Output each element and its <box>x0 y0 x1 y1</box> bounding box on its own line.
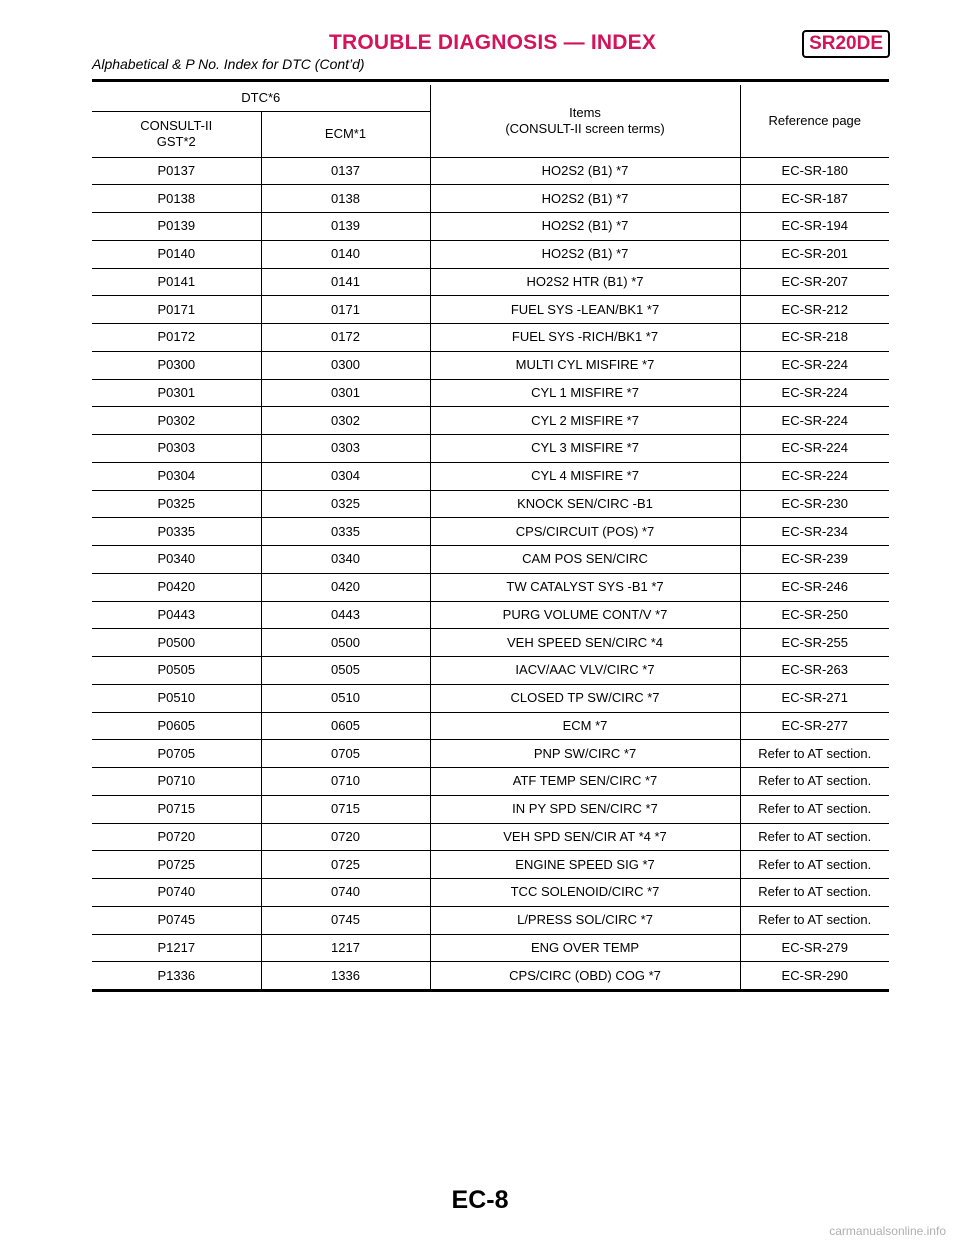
table-row <box>92 601 889 629</box>
cell-item: ENG OVER TEMP <box>430 934 740 962</box>
cell-ecm-code: 0140 <box>261 240 430 268</box>
table-row <box>92 240 889 268</box>
cell-ecm-code: 0302 <box>261 407 430 435</box>
cell-ecm-code: 1217 <box>261 934 430 962</box>
cell-item: L/PRESS SOL/CIRC *7 <box>430 906 740 934</box>
cell-consult-code: P0715 <box>92 795 261 823</box>
cell-ecm-code: 1336 <box>261 962 430 991</box>
cell-ecm-code: 0141 <box>261 268 430 296</box>
cell-item: KNOCK SEN/CIRC -B1 <box>430 490 740 518</box>
cell-item: FUEL SYS -RICH/BK1 *7 <box>430 324 740 352</box>
cell-reference: EC-SR-230 <box>740 490 889 518</box>
table-row <box>92 268 889 296</box>
cell-consult-code: P0141 <box>92 268 261 296</box>
table-row <box>92 573 889 601</box>
cell-reference: Refer to AT section. <box>740 768 889 796</box>
cell-ecm-code: 0171 <box>261 296 430 324</box>
table-row <box>92 684 889 712</box>
cell-consult-code: P0443 <box>92 601 261 629</box>
cell-consult-code: P0302 <box>92 407 261 435</box>
cell-ecm-code: 0420 <box>261 573 430 601</box>
cell-consult-code: P0745 <box>92 906 261 934</box>
cell-reference: EC-SR-250 <box>740 601 889 629</box>
cell-ecm-code: 0138 <box>261 185 430 213</box>
cell-consult-code: P0137 <box>92 157 261 185</box>
cell-reference: EC-SR-279 <box>740 934 889 962</box>
cell-reference: EC-SR-224 <box>740 379 889 407</box>
cell-reference: Refer to AT section. <box>740 879 889 907</box>
table-row <box>92 851 889 879</box>
watermark: carmanualsonline.info <box>829 1224 946 1238</box>
cell-item: FUEL SYS -LEAN/BK1 *7 <box>430 296 740 324</box>
cell-item: MULTI CYL MISFIRE *7 <box>430 351 740 379</box>
cell-item: VEH SPD SEN/CIR AT *4 *7 <box>430 823 740 851</box>
cell-item: CPS/CIRCUIT (POS) *7 <box>430 518 740 546</box>
cell-reference: Refer to AT section. <box>740 740 889 768</box>
cell-ecm-code: 0710 <box>261 768 430 796</box>
cell-ecm-code: 0605 <box>261 712 430 740</box>
cell-reference: EC-SR-255 <box>740 629 889 657</box>
cell-ecm-code: 0505 <box>261 657 430 685</box>
cell-reference: EC-SR-180 <box>740 157 889 185</box>
cell-consult-code: P0304 <box>92 462 261 490</box>
table-row <box>92 435 889 463</box>
page-header <box>92 30 890 82</box>
cell-item: ECM *7 <box>430 712 740 740</box>
page-number: EC-8 <box>451 1186 509 1214</box>
engine-badge: SR20DE <box>802 30 890 58</box>
table-row <box>92 657 889 685</box>
table-row <box>92 490 889 518</box>
cell-item: CYL 2 MISFIRE *7 <box>430 407 740 435</box>
cell-ecm-code: 0510 <box>261 684 430 712</box>
cell-item: HO2S2 (B1) *7 <box>430 157 740 185</box>
cell-ecm-code: 0172 <box>261 324 430 352</box>
cell-item: ATF TEMP SEN/CIRC *7 <box>430 768 740 796</box>
cell-ecm-code: 0745 <box>261 906 430 934</box>
cell-item: HO2S2 (B1) *7 <box>430 213 740 241</box>
cell-consult-code: P0300 <box>92 351 261 379</box>
table-row <box>92 712 889 740</box>
cell-item: CYL 1 MISFIRE *7 <box>430 379 740 407</box>
cell-reference: EC-SR-234 <box>740 518 889 546</box>
cell-consult-code: P0510 <box>92 684 261 712</box>
cell-reference: EC-SR-277 <box>740 712 889 740</box>
cell-ecm-code: 0325 <box>261 490 430 518</box>
table-row <box>92 795 889 823</box>
table-row <box>92 213 889 241</box>
cell-reference: Refer to AT section. <box>740 906 889 934</box>
cell-ecm-code: 0340 <box>261 546 430 574</box>
cell-item: HO2S2 HTR (B1) *7 <box>430 268 740 296</box>
cell-reference: EC-SR-239 <box>740 546 889 574</box>
cell-consult-code: P0171 <box>92 296 261 324</box>
cell-reference: EC-SR-224 <box>740 407 889 435</box>
cell-consult-code: P0335 <box>92 518 261 546</box>
cell-consult-code: P0138 <box>92 185 261 213</box>
cell-reference: EC-SR-263 <box>740 657 889 685</box>
cell-reference: EC-SR-212 <box>740 296 889 324</box>
cell-item: CYL 3 MISFIRE *7 <box>430 435 740 463</box>
cell-item: ENGINE SPEED SIG *7 <box>430 851 740 879</box>
table-row <box>92 629 889 657</box>
cell-consult-code: P0303 <box>92 435 261 463</box>
cell-ecm-code: 0500 <box>261 629 430 657</box>
cell-consult-code: P0340 <box>92 546 261 574</box>
cell-reference: EC-SR-187 <box>740 185 889 213</box>
cell-item: IACV/AAC VLV/CIRC *7 <box>430 657 740 685</box>
cell-ecm-code: 0740 <box>261 879 430 907</box>
cell-consult-code: P1217 <box>92 934 261 962</box>
cell-item: TW CATALYST SYS -B1 *7 <box>430 573 740 601</box>
cell-reference: Refer to AT section. <box>740 851 889 879</box>
cell-ecm-code: 0301 <box>261 379 430 407</box>
table-row <box>92 740 889 768</box>
table-row <box>92 324 889 352</box>
table-row <box>92 462 889 490</box>
cell-reference: EC-SR-218 <box>740 324 889 352</box>
cell-ecm-code: 0705 <box>261 740 430 768</box>
cell-item: CLOSED TP SW/CIRC *7 <box>430 684 740 712</box>
cell-ecm-code: 0715 <box>261 795 430 823</box>
cell-ecm-code: 0443 <box>261 601 430 629</box>
header-rule <box>92 79 889 82</box>
cell-consult-code: P0500 <box>92 629 261 657</box>
header-reference: Reference page <box>740 85 889 157</box>
table-row <box>92 296 889 324</box>
table-row <box>92 379 889 407</box>
cell-reference: EC-SR-224 <box>740 435 889 463</box>
page-subtitle: Alphabetical & P No. Index for DTC (Cont’d) <box>92 56 365 72</box>
cell-reference: EC-SR-290 <box>740 962 889 991</box>
cell-item: IN PY SPD SEN/CIRC *7 <box>430 795 740 823</box>
table-row <box>92 962 889 991</box>
cell-item: HO2S2 (B1) *7 <box>430 240 740 268</box>
cell-item: TCC SOLENOID/CIRC *7 <box>430 879 740 907</box>
cell-consult-code: P0725 <box>92 851 261 879</box>
cell-item: PURG VOLUME CONT/V *7 <box>430 601 740 629</box>
cell-consult-code: P0140 <box>92 240 261 268</box>
cell-consult-code: P0740 <box>92 879 261 907</box>
cell-consult-code: P0720 <box>92 823 261 851</box>
header-consult-gst: CONSULT-II GST*2 <box>92 111 261 157</box>
cell-reference: EC-SR-207 <box>740 268 889 296</box>
cell-ecm-code: 0303 <box>261 435 430 463</box>
cell-reference: Refer to AT section. <box>740 823 889 851</box>
cell-ecm-code: 0300 <box>261 351 430 379</box>
cell-item: CPS/CIRC (OBD) COG *7 <box>430 962 740 991</box>
cell-item: CAM POS SEN/CIRC <box>430 546 740 574</box>
cell-ecm-code: 0335 <box>261 518 430 546</box>
cell-ecm-code: 0720 <box>261 823 430 851</box>
cell-consult-code: P1336 <box>92 962 261 991</box>
table-row <box>92 185 889 213</box>
table-row <box>92 934 889 962</box>
cell-consult-code: P0505 <box>92 657 261 685</box>
cell-item: HO2S2 (B1) *7 <box>430 185 740 213</box>
table-row <box>92 407 889 435</box>
table-row <box>92 351 889 379</box>
cell-consult-code: P0705 <box>92 740 261 768</box>
cell-reference: EC-SR-271 <box>740 684 889 712</box>
dtc-table-body <box>92 157 889 991</box>
cell-consult-code: P0605 <box>92 712 261 740</box>
cell-ecm-code: 0304 <box>261 462 430 490</box>
table-row <box>92 518 889 546</box>
cell-consult-code: P0710 <box>92 768 261 796</box>
cell-ecm-code: 0137 <box>261 157 430 185</box>
cell-consult-code: P0325 <box>92 490 261 518</box>
cell-reference: Refer to AT section. <box>740 795 889 823</box>
cell-reference: EC-SR-194 <box>740 213 889 241</box>
cell-item: PNP SW/CIRC *7 <box>430 740 740 768</box>
cell-ecm-code: 0139 <box>261 213 430 241</box>
header-dtc: DTC*6 <box>92 85 430 111</box>
cell-consult-code: P0172 <box>92 324 261 352</box>
cell-item: VEH SPEED SEN/CIRC *4 <box>430 629 740 657</box>
cell-item: CYL 4 MISFIRE *7 <box>430 462 740 490</box>
cell-reference: EC-SR-224 <box>740 462 889 490</box>
cell-consult-code: P0139 <box>92 213 261 241</box>
table-row <box>92 879 889 907</box>
cell-consult-code: P0420 <box>92 573 261 601</box>
cell-consult-code: P0301 <box>92 379 261 407</box>
cell-reference: EC-SR-201 <box>740 240 889 268</box>
table-row <box>92 823 889 851</box>
header-items: Items (CONSULT-II screen terms) <box>430 85 740 157</box>
page-title: TROUBLE DIAGNOSIS — INDEX <box>329 31 657 54</box>
header-ecm: ECM*1 <box>261 111 430 157</box>
dtc-index-table <box>92 85 889 992</box>
table-row <box>92 546 889 574</box>
cell-ecm-code: 0725 <box>261 851 430 879</box>
table-row <box>92 157 889 185</box>
table-row <box>92 768 889 796</box>
cell-reference: EC-SR-224 <box>740 351 889 379</box>
table-row <box>92 906 889 934</box>
cell-reference: EC-SR-246 <box>740 573 889 601</box>
